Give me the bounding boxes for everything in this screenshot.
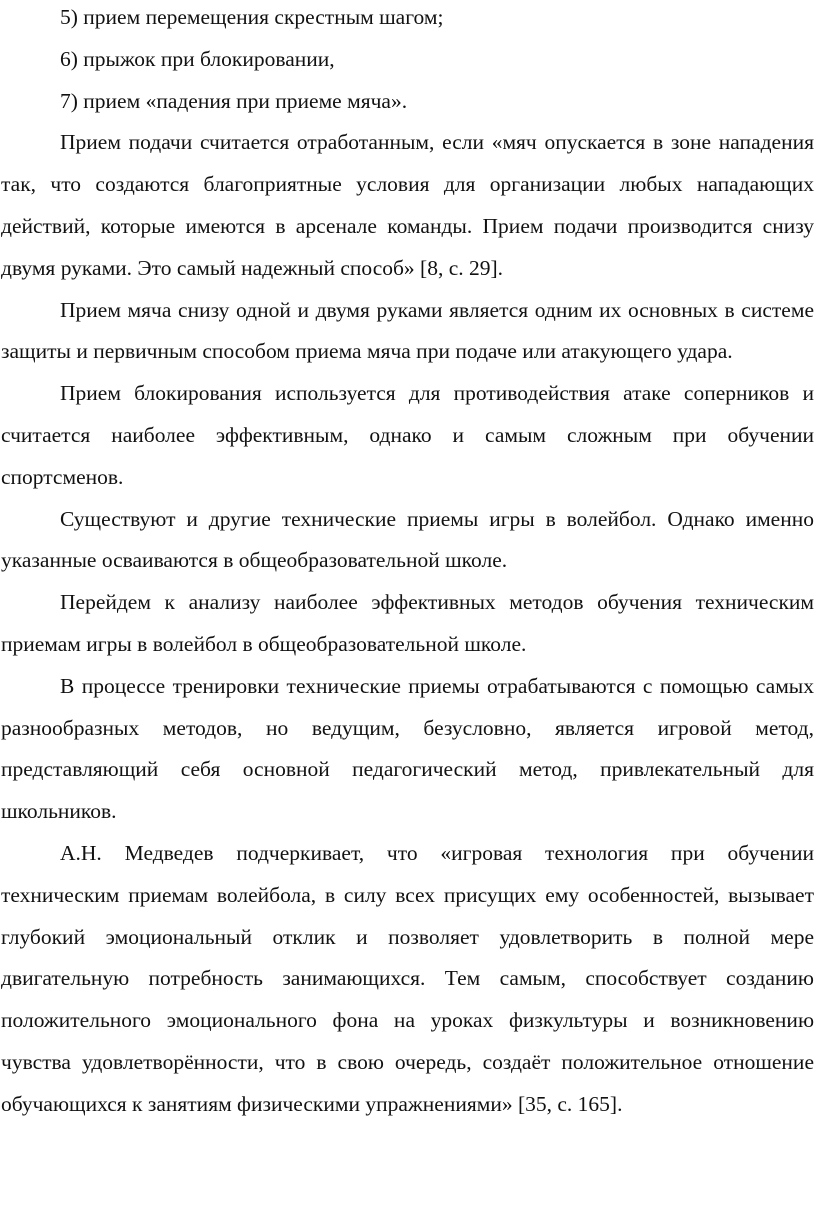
paragraph-serve: Прием подачи считается отработанным, если «мяч опускается в зоне нападения так, что создаются благоприятные условия для организации любых нападающих действий, которые имеются в арсенале команды. Прием подачи производится снизу двумя руками. Это самый надежный способ» [8, с. 29].	[1, 130, 814, 280]
paragraph-medvedev-quote: А.Н. Медведев подчеркивает, что «игровая технология при обучении техническим приемам волейбола, в силу всех присущих ему особенностей, вызывает глубокий эмоциональный отклик и позволяет удовлетворить в полной мере двигательную потребность занимающихся. Тем самым, способствует созданию положительного эмоционального фона на уроках физкультуры и возникновению чувства удовлетворённости, что в свою очередь, создаёт положительное отношение обучающихся к занятиям физическими упражнениями» [35, с. 165].	[1, 840, 814, 1116]
paragraph-methods-intro: Перейдем к анализу наиболее эффективных методов обучения техническим приемам игры в волейбол в общеобразовательной школе.	[1, 590, 814, 656]
list-item-5: 5) прием перемещения скрестным шагом;	[60, 5, 444, 29]
paragraph-blocking: Прием блокирования используется для противодействия атаке соперников и считается наиболее эффективным, однако и самым сложным при обучении спортсменов.	[1, 381, 814, 489]
list-item-7: 7) прием «падения при приеме мяча».	[60, 88, 408, 113]
paragraph-underhand-reception: Прием мяча снизу одной и двумя руками является одним их основных в системе защиты и первичным способом приема мяча при подаче или атакующего удара.	[1, 297, 814, 364]
paragraph-other-techniques: Существуют и другие технические приемы игры в волейбол. Однако именно указанные осваиваются в общеобразовательной школе.	[1, 506, 814, 573]
paragraph-game-method: В процессе тренировки технические приемы отрабатываются с помощью самых разнообразных методов, но ведущим, безусловно, является игровой метод, представляющий себя основной педагогический метод, привлекательный для школьников.	[1, 673, 814, 824]
list-item-6: 6) прыжок при блокировании,	[60, 46, 335, 71]
